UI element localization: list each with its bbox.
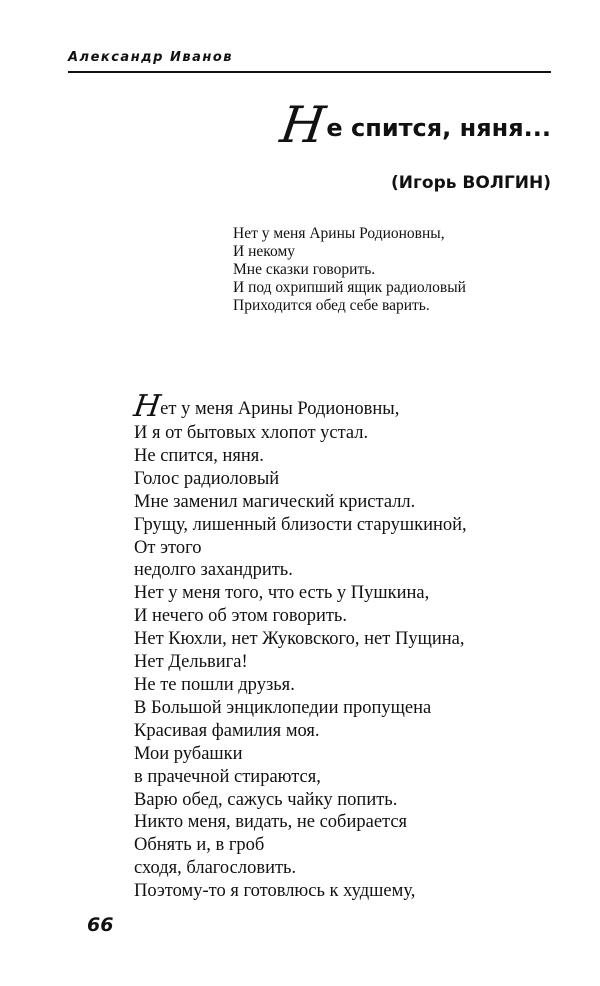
page-number: 66 [87, 914, 114, 936]
poem-body [131, 389, 467, 903]
poem-line: От этого [134, 537, 202, 558]
poem-line: Мои рубашки [134, 743, 243, 764]
poem-line: Поэтому-то я готовлюсь к худшему, [134, 881, 416, 902]
poem-line: Никто меня, видать, не собирается [134, 812, 408, 833]
poem-line: Голос радиоловый [134, 468, 280, 489]
epigraph-line: Мне сказки говорить. [233, 261, 376, 278]
title-drop-cap: Н [276, 96, 329, 154]
poem-first-line-text: ет у меня Арины Родионовны, [160, 399, 400, 419]
poem-line: Не спится, няня. [134, 445, 264, 466]
poem-line: Нет у меня того, что есть у Пушкина, [134, 583, 430, 604]
poem-line: И нечего об этом говорить. [134, 606, 347, 627]
epigraph-line: Нет у меня Арины Родионовны, [233, 225, 445, 242]
epigraph-line: И под охрипший ящик радиоловый [233, 279, 466, 296]
epigraph-line: Приходится обед себе варить. [233, 297, 430, 314]
epigraph-line: И некому [233, 243, 295, 260]
attribution: (Игорь ВОЛГИН) [391, 173, 551, 193]
poem-line: в прачечной стираются, [134, 766, 321, 787]
title-text: е спится, няня... [326, 114, 551, 142]
poem-line: сходя, благословить. [134, 858, 297, 879]
epigraph [233, 225, 466, 315]
poem-line: Нет Дельвига! [134, 652, 248, 673]
poem-line: Обнять и, в гроб [134, 835, 265, 856]
header-rule [68, 71, 551, 73]
poem-title [276, 96, 551, 154]
poem-line: В Большой энциклопедии пропущена [134, 697, 432, 718]
poem-first-line [131, 389, 467, 424]
poem-line: Грущу, лишенный близости старушкиной, [134, 514, 467, 535]
poem-line: И я от бытовых хлопот устал. [134, 423, 369, 443]
poem-drop-cap: Н [131, 389, 163, 424]
poem-line: Красивая фамилия моя. [134, 720, 320, 741]
poem-line: Мне заменил магический кристалл. [134, 491, 416, 512]
poem-line: Нет Кюхли, нет Жуковского, нет Пущина, [134, 629, 465, 650]
poem-line: Не те пошли друзья. [134, 674, 295, 695]
poem-line: недолго захандрить. [134, 560, 293, 581]
poem-line: Варю обед, сажусь чайку попить. [134, 789, 398, 810]
running-header-author: Александр Иванов [68, 50, 234, 65]
